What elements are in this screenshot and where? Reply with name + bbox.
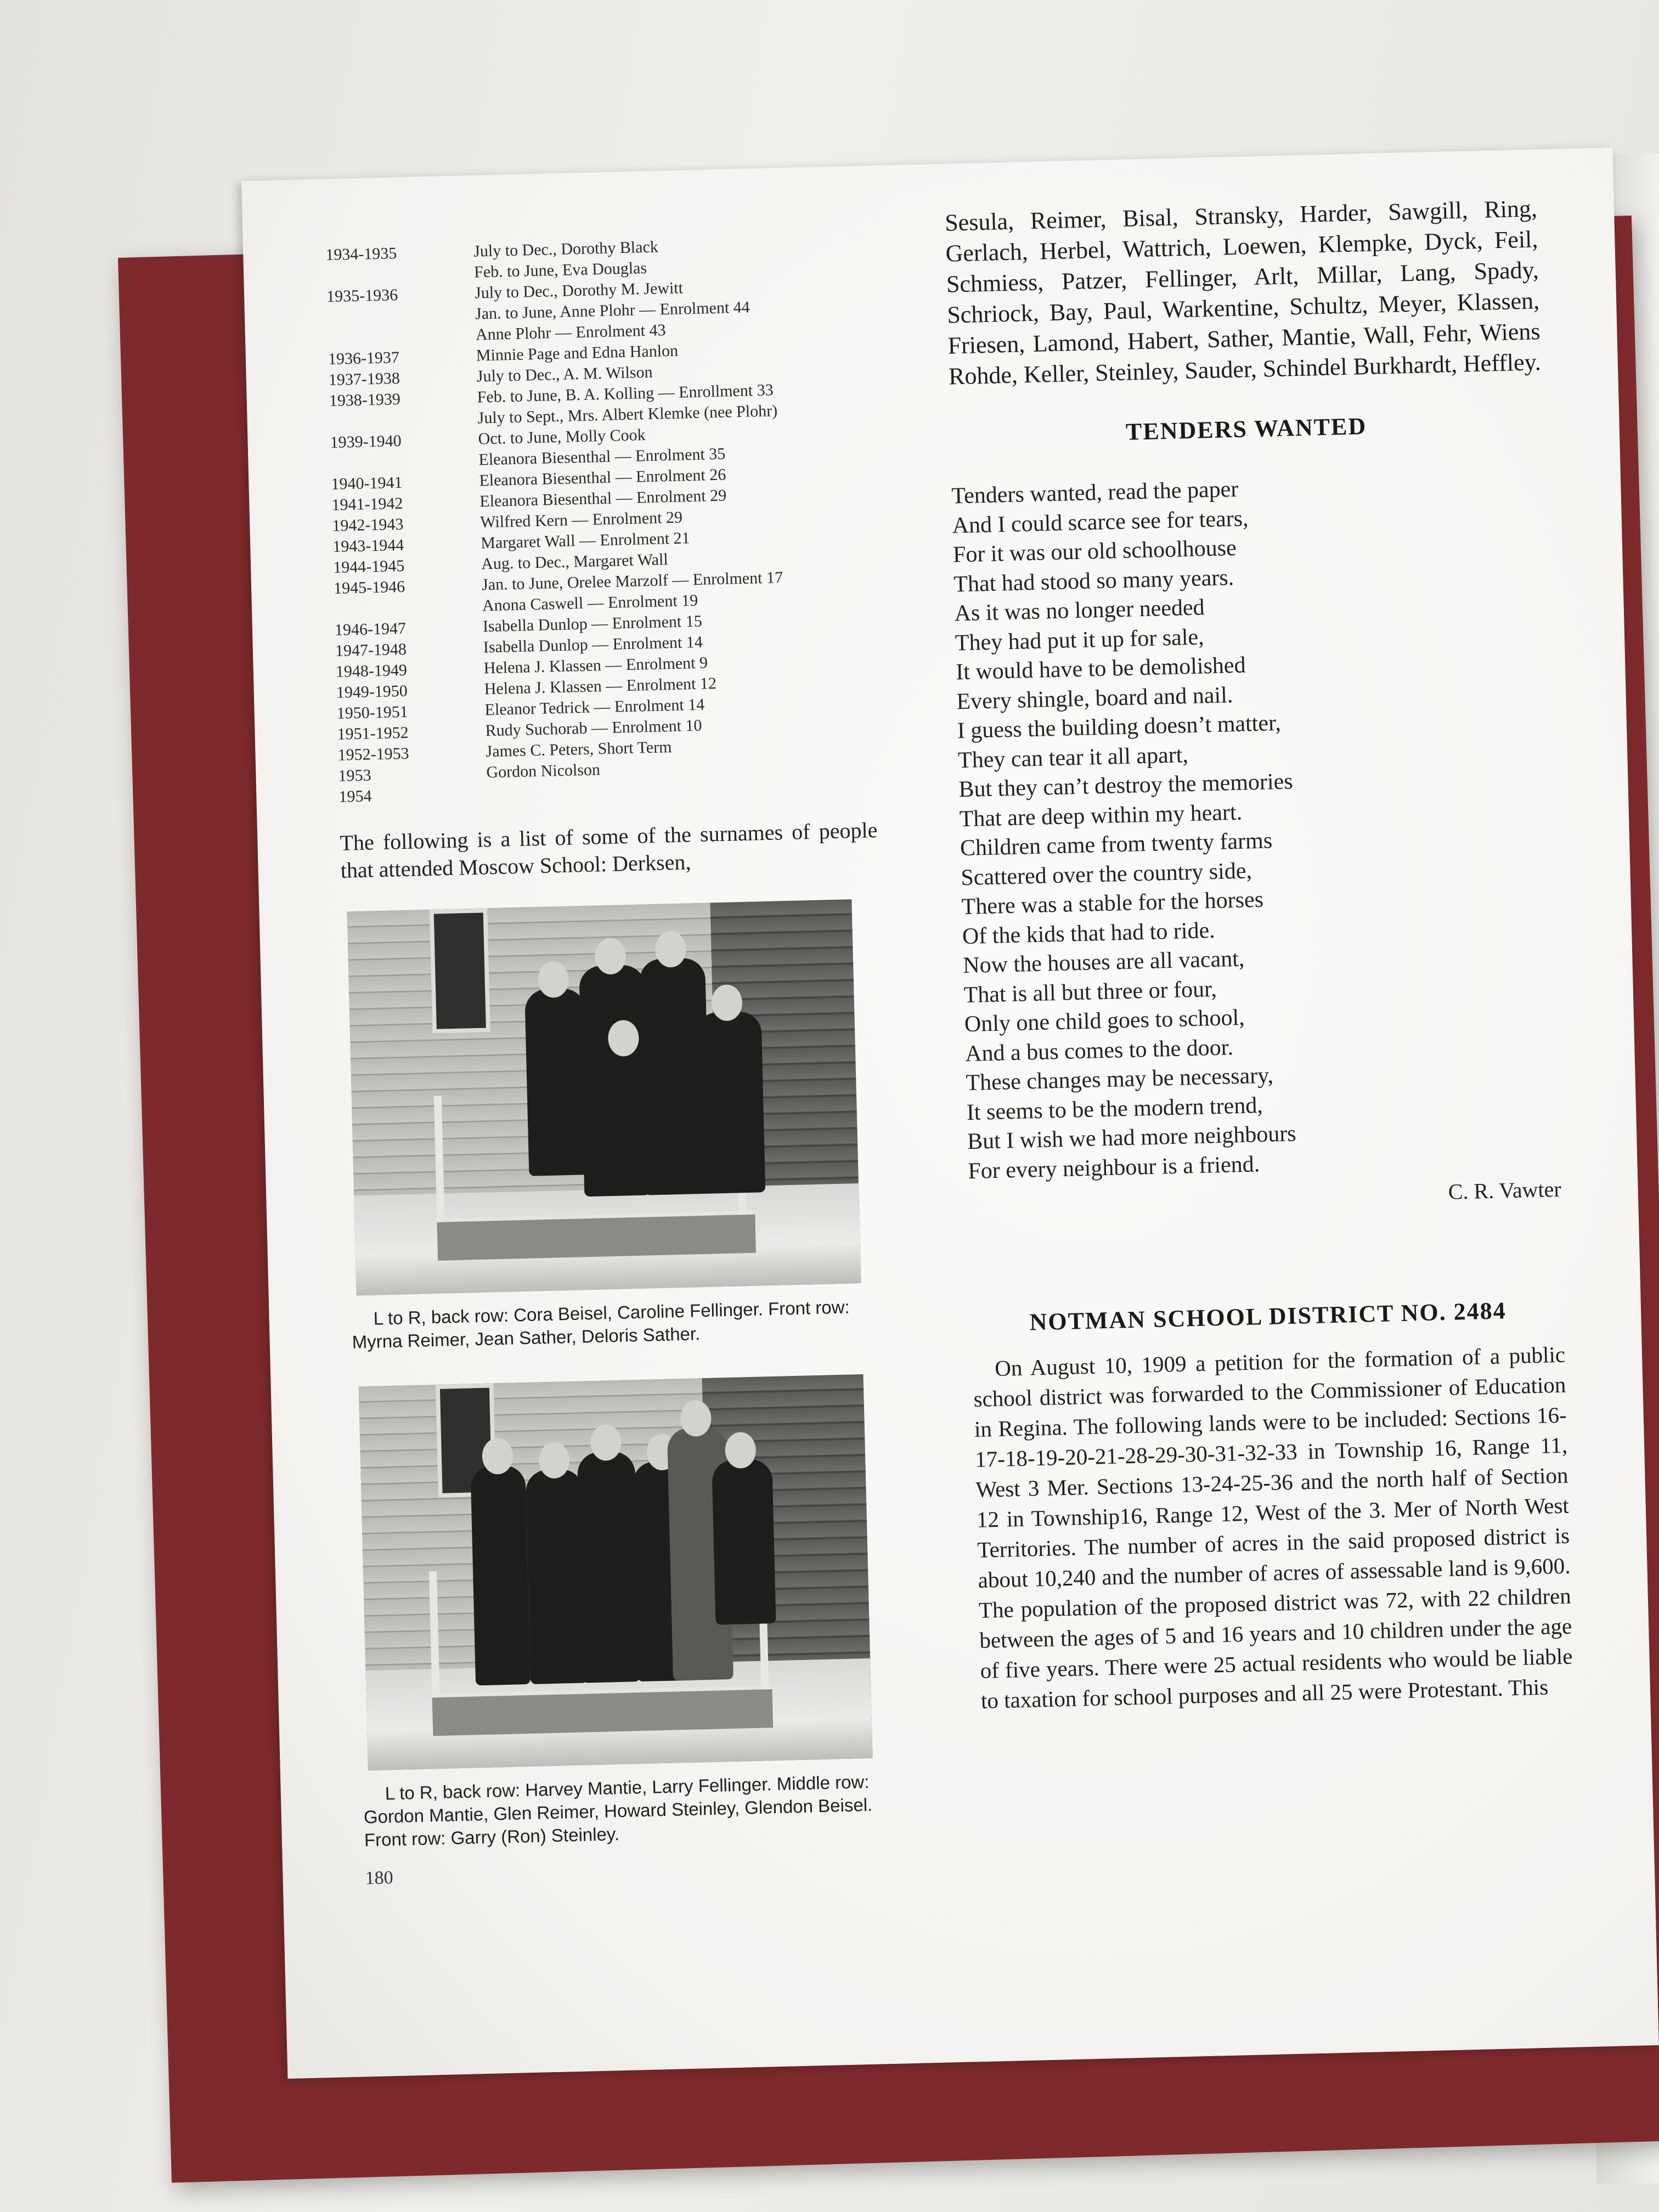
teacher-year: 1954 <box>338 787 372 806</box>
poem-line: Scattered over the country side, <box>960 857 1252 890</box>
teacher-name: July to Dec., Dorothy Black <box>473 238 659 261</box>
notman-heading: NOTMAN SCHOOL DISTRICT NO. 2484 <box>1029 1297 1507 1336</box>
poem-line: There was a stable for the horses <box>961 887 1264 920</box>
photo-porch <box>437 1210 756 1261</box>
teacher-year: 1936-1937 <box>328 348 400 369</box>
teacher-year <box>329 408 478 433</box>
teacher-name: Jan. to June, Orelee Marzolf — Enrolment 17 <box>481 568 783 594</box>
teacher-year <box>328 325 476 349</box>
teacher-name: Aug. to Dec., Margaret Wall <box>481 550 669 573</box>
teacher-year: 1941-1942 <box>331 494 403 515</box>
person-figure <box>577 1451 640 1683</box>
teacher-year: 1937-1938 <box>328 369 400 390</box>
photo2-caption: L to R, back row: Harvey Mantie, Larry Fellinger. Middle row: Gordon Mantie, Glen Reimer, Howard Steinley, Glendon Beisel. Front row: Garry (Ron) Steinley. <box>363 1771 873 1850</box>
poem-line: These changes may be necessary, <box>966 1063 1274 1096</box>
teacher-name: July to Sept., Mrs. Albert Klemke (nee Plohr) <box>477 402 778 427</box>
poem-line: Only one child goes to school, <box>964 1005 1245 1037</box>
teacher-year: 1940-1941 <box>331 473 403 494</box>
teacher-name: Wilfred Kern — Enrolment 29 <box>479 508 683 532</box>
teacher-name: Helena J. Klassen — Enrolment 9 <box>483 653 708 678</box>
teacher-year: 1950-1951 <box>336 702 409 723</box>
poem-line: It would have to be demolished <box>955 652 1246 685</box>
photo-porch <box>432 1685 773 1736</box>
teacher-name: Anne Plohr — Enrolment 43 <box>475 321 666 344</box>
photo1-caption: L to R, back row: Cora Beisel, Caroline Fellinger. Front row: Myrna Reimer, Jean Sather, Deloris Sather. <box>352 1296 850 1352</box>
teacher-name: Feb. to June, B. A. Kolling — Enrollment 33 <box>477 381 774 407</box>
surnames-intro: The following is a list of some of the surnames of people that attended Moscow School: Derksen, <box>339 817 878 883</box>
poem-line: And a bus comes to the door. <box>964 1034 1234 1066</box>
teacher-year <box>327 304 476 329</box>
poem-line: Now the houses are all vacant, <box>962 946 1245 979</box>
teacher-year: 1949-1950 <box>336 681 408 702</box>
poem-line: That is all but three or four, <box>963 976 1217 1008</box>
teacher-list <box>325 232 877 808</box>
teacher-year <box>330 450 479 475</box>
teacher-year: 1947-1948 <box>335 640 407 661</box>
poem-line: But I wish we had more neighbours <box>967 1121 1297 1155</box>
teacher-year: 1948-1949 <box>335 661 408 681</box>
teacher-name: Isabella Dunlop — Enrolment 15 <box>482 612 703 636</box>
teacher-name: Feb. to June, Eva Douglas <box>473 258 647 281</box>
poem-title: TENDERS WANTED <box>1125 413 1367 445</box>
teacher-name: Minnie Page and Edna Hanlon <box>476 341 679 365</box>
person-figure <box>695 1011 765 1194</box>
poem-line: I guess the building doesn’t matter, <box>957 710 1282 744</box>
poem-line: That are deep within my heart. <box>959 799 1243 832</box>
photo-window <box>430 908 490 1034</box>
left-column <box>325 232 903 1889</box>
poem-line: Of the kids that had to ride. <box>962 917 1216 949</box>
page-number: 180 <box>365 1867 394 1889</box>
teacher-name: Oct. to June, Molly Cook <box>478 426 646 448</box>
teacher-name: Eleanora Biesenthal — Enrolment 26 <box>479 465 726 490</box>
poem-line: They can tear it all apart, <box>957 742 1189 773</box>
poem-line: For every neighbour is a friend. <box>967 1151 1260 1184</box>
teacher-name: Margaret Wall — Enrolment 21 <box>480 529 690 552</box>
poem-line: Tenders wanted, read the paper <box>951 476 1239 509</box>
teacher-year: 1953 <box>338 766 371 786</box>
poem-line: And I could scarce see for tears, <box>952 505 1249 539</box>
teacher-name: Jan. to June, Anne Plohr — Enrolment 44 <box>475 298 751 323</box>
teacher-year: 1942-1943 <box>332 515 404 535</box>
poem-body <box>951 467 1561 1186</box>
poem-line: They had put it up for sale, <box>955 624 1205 656</box>
book-page <box>241 148 1659 2079</box>
teacher-name: Rudy Suchorab — Enrolment 10 <box>485 716 702 740</box>
poem-line: For it was our old schoolhouse <box>952 535 1237 568</box>
teacher-year: 1944-1945 <box>332 556 405 577</box>
teacher-name: Eleanor Tedrick — Enrolment 14 <box>484 695 705 719</box>
poem-line: It seems to be the modern trend, <box>966 1092 1263 1125</box>
teacher-name: July to Dec., A. M. Wilson <box>476 363 653 386</box>
teacher-year: 1951-1952 <box>337 723 409 744</box>
teacher-year: 1952-1953 <box>337 744 409 765</box>
teacher-year <box>326 262 475 287</box>
teacher-name: Isabella Dunlop — Enrolment 14 <box>483 633 703 657</box>
teacher-name: Eleanora Biesenthal — Enrolment 29 <box>479 486 727 511</box>
person-figure <box>470 1465 531 1685</box>
poem-author: C. R. Vawter <box>1448 1176 1562 1204</box>
teacher-year <box>334 596 483 620</box>
teacher-name: July to Dec., Dorothy M. Jewitt <box>474 279 684 302</box>
poem-line: Children came from twenty farms <box>960 828 1273 861</box>
teacher-year: 1943-1944 <box>332 535 404 556</box>
teacher-year: 1946-1947 <box>334 619 407 640</box>
teacher-year: 1945-1946 <box>333 577 405 598</box>
teacher-year: 1939-1940 <box>330 432 402 452</box>
teacher-name: James C. Peters, Short Term <box>486 738 672 761</box>
poem-line: Every shingle, board and nail. <box>956 682 1233 714</box>
teacher-name: Anona Caswell — Enrolment 19 <box>482 591 698 615</box>
person-figure <box>712 1459 776 1625</box>
teacher-year: 1938-1939 <box>329 390 401 410</box>
poem-line: That had stood so many years. <box>953 565 1234 597</box>
notman-text: On August 10, 1909 a petition for the formation of a public school district was forwarded to the Commissioner of Education in Regina. The following lands were to be included: Sections 16-17-18-19-20-21-28-29-30-31-32-33 in Township 16, Range 11, West 3 Mer. Sections 13-24-25-36 and the north half of Section 12 in Township16, Range 12, West of the 3. Mer of North West Territories. The number of acres in the said proposed district is about 10,240 and the number of acres of assessable land is 9,600. The population of the proposed district was 72, with 22 children between the ages of 5 and 16 years and 10 children under the age of five years. There were 25 actual residents who would be liable to taxation for school purposes and all 25 were Protestant. This <box>973 1341 1573 1713</box>
teacher-year: 1935-1936 <box>326 286 398 306</box>
poem-line: As it was no longer needed <box>954 595 1205 627</box>
teacher-year: 1934-1935 <box>325 244 397 264</box>
page-surface <box>241 148 1659 2079</box>
surnames-list: Sesula, Reimer, Bisal, Stransky, Harder, Sawgill, Ring, Gerlach, Herbel, Wattrich, Loewen, Klempke, Dyck, Feil, Schmiess, Patzer, Fellinger, Arlt, Millar, Lang, Spady, Schriock, Bay, Paul, Warkentine, Schultz, Meyer, Klassen, Friesen, Lamond, Habert, Sather, Mantie, Wall, Fehr, Wiens Rohde, Keller, Steinley, Sauder, Schindel Burkhardt, Heffley. <box>944 195 1542 390</box>
school-photo-girls <box>347 899 861 1295</box>
teacher-name: Gordon Nicolson <box>486 760 601 782</box>
right-column <box>945 193 1574 1716</box>
teacher-name: Helena J. Klassen — Enrolment 12 <box>484 674 717 698</box>
school-photo-boys <box>359 1374 873 1770</box>
poem-line: But they can’t destroy the memories <box>958 769 1294 803</box>
teacher-name: Eleanora Biesenthal — Enrolment 35 <box>478 444 726 469</box>
